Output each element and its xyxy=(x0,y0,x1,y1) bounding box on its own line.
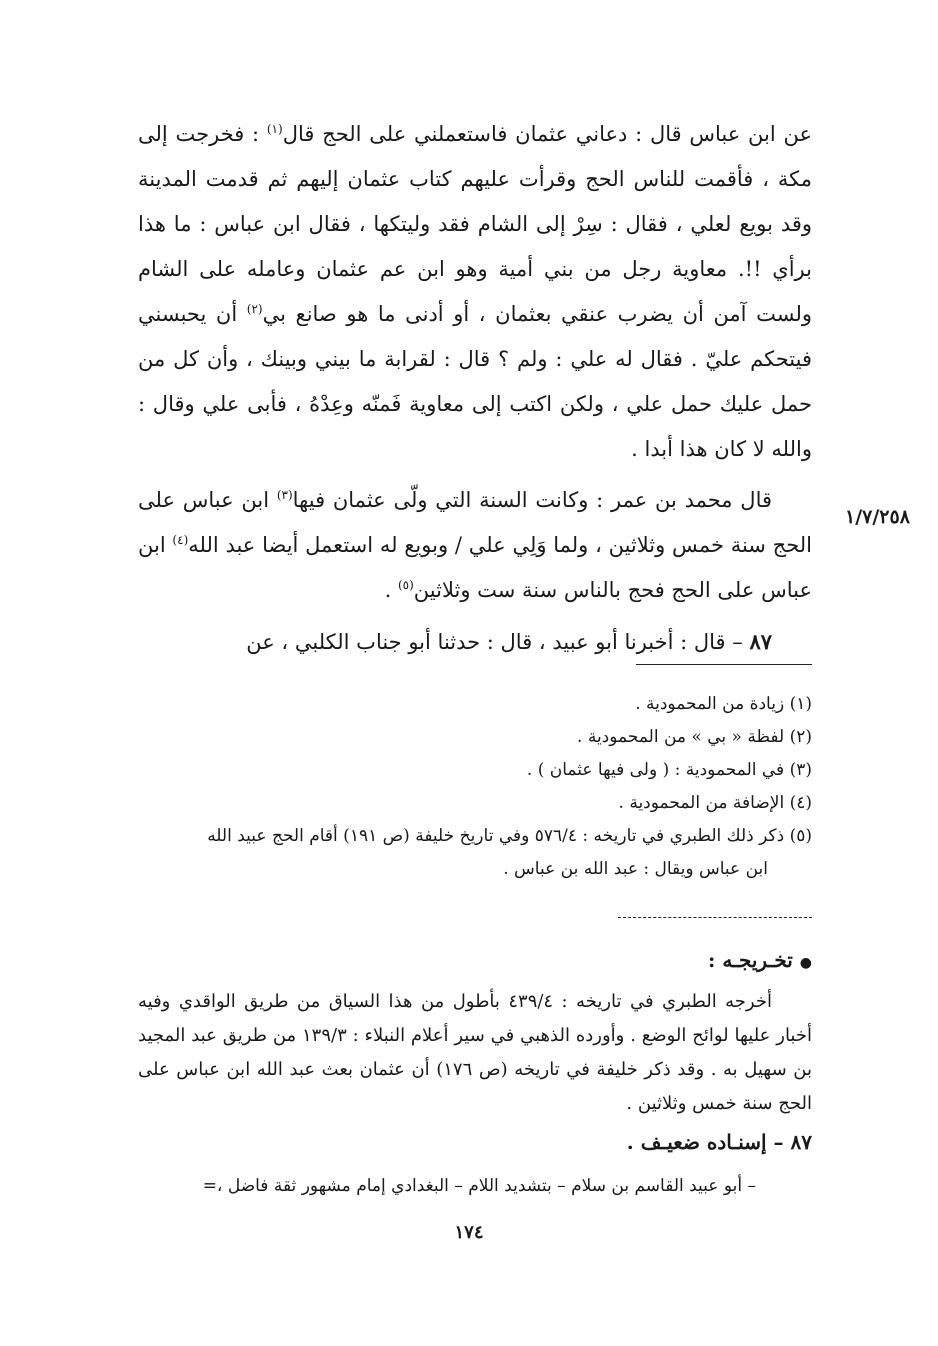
footnote-4: (٤) الإضافة من المحمودية . xyxy=(618,793,812,813)
footnote-marker-5: (٥) xyxy=(397,578,414,592)
footnote-marker-4: (٤) xyxy=(172,533,189,547)
footnote-1: (١) زيادة من المحمودية . xyxy=(635,694,812,714)
main-text xyxy=(138,112,812,665)
takhrij-heading: ● تخـريجـه : xyxy=(708,948,812,972)
footnote-2: (٢) لفظة « بي » من المحمودية . xyxy=(577,727,812,747)
hadith-number: ٨٧ xyxy=(749,629,772,654)
footnote-3: (٣) في المحمودية : ( ولى فيها عثمان ) . xyxy=(526,760,812,780)
section-separator xyxy=(618,917,812,918)
narrator-note: – أبو عبيد القاسم بن سلام – بتشديد اللام – البغدادي إمام مشهور ثقة فاضل ،= xyxy=(202,1176,756,1196)
footnote-marker-3: (٣) xyxy=(276,488,293,502)
takhrij-body: أخرجه الطبري في تاريخه : ٤٣٩/٤ بأطول من هذا السياق من طريق الواقدي وفيه أخبار عليها لوائح الوضع . وأورده الذهبي في سير أعلام النبلاء : ١٣٩/٣ من طريق عبد المجيد بن سهيل به . وقد ذكر خليفة في تاريخه (ص ١٧٦) أن عثمان بعث عبد الله ابن عباس على الحج سنة خمس وثلاثين . xyxy=(138,991,812,1114)
hadith-87: ٨٧ – قال : أخبرنا أبو عبيد ، قال : حدثنا أبو جناب الكلبي ، عن xyxy=(246,629,772,654)
paragraph-2: قال محمد بن عمر : وكانت السنة التي ولّى عثمان فيها$^{(٣)}$ ابن عباس على الحج سنة خمس وثلاثين ، ولما وَلِي علي / وبويع له استعمل أيضا عبد الله$^{(٤)}$ ابن عباس على الحج فحج بالناس سنة ست وثلاثين$^{(٥)}$ . xyxy=(138,488,812,602)
paragraph-1: عن ابن عباس قال : دعاني عثمان فاستعملني على الحج قال$^{(١)}$ : فخرجت إلى مكة ، فأقمت للناس الحج وقرأت عليهم كتاب عثمان إليهم ثم قدمت المدينة وقد بويع لعلي ، فقال : سِرْ إلى الشام فقد وليتكها ، فقال ابن عباس : ما هذا برأي !!. معاوية رجل من بني أمية وهو ابن عم عثمان وعامله على الشام ولست آمن أن يضرب عنقي بعثمان ، أو أدنى ما هو صانع بي$^{(٢)}$ أن يحبسني فيتحكم عليّ . فقال له علي : ولم ؟ قال : لقرابة ما بيني وبينك ، وأن كل من حمل عليك حمل علي ، ولكن اكتب إلى معاوية فَمنّه وعِدْهُ ، فأبى علي وقال : والله لا كان هذا أبدا . xyxy=(138,122,812,461)
footnote-5-continuation: ابن عباس ويقال : عبد الله بن عباس . xyxy=(503,859,768,879)
margin-reference: ١/٧/٢٥٨ xyxy=(845,506,910,528)
page-number: ١٧٤ xyxy=(454,1222,484,1243)
footnote-5: (٥) ذكر ذلك الطبري في تاريخه : ٥٧٦/٤ وفي تاريخ خليفة (ص ١٩١) أقام الحج عبيد الله xyxy=(207,826,812,846)
footnotes xyxy=(138,688,812,886)
isnad-heading: ٨٧ – إسنـاده ضعيـف . xyxy=(626,1130,812,1154)
footnote-marker-1: (١) xyxy=(266,122,283,136)
footnote-marker-2: (٢) xyxy=(246,302,263,316)
bullet-icon: ● xyxy=(799,955,812,971)
footnote-separator xyxy=(636,664,812,665)
takhrij-section xyxy=(138,942,812,1203)
